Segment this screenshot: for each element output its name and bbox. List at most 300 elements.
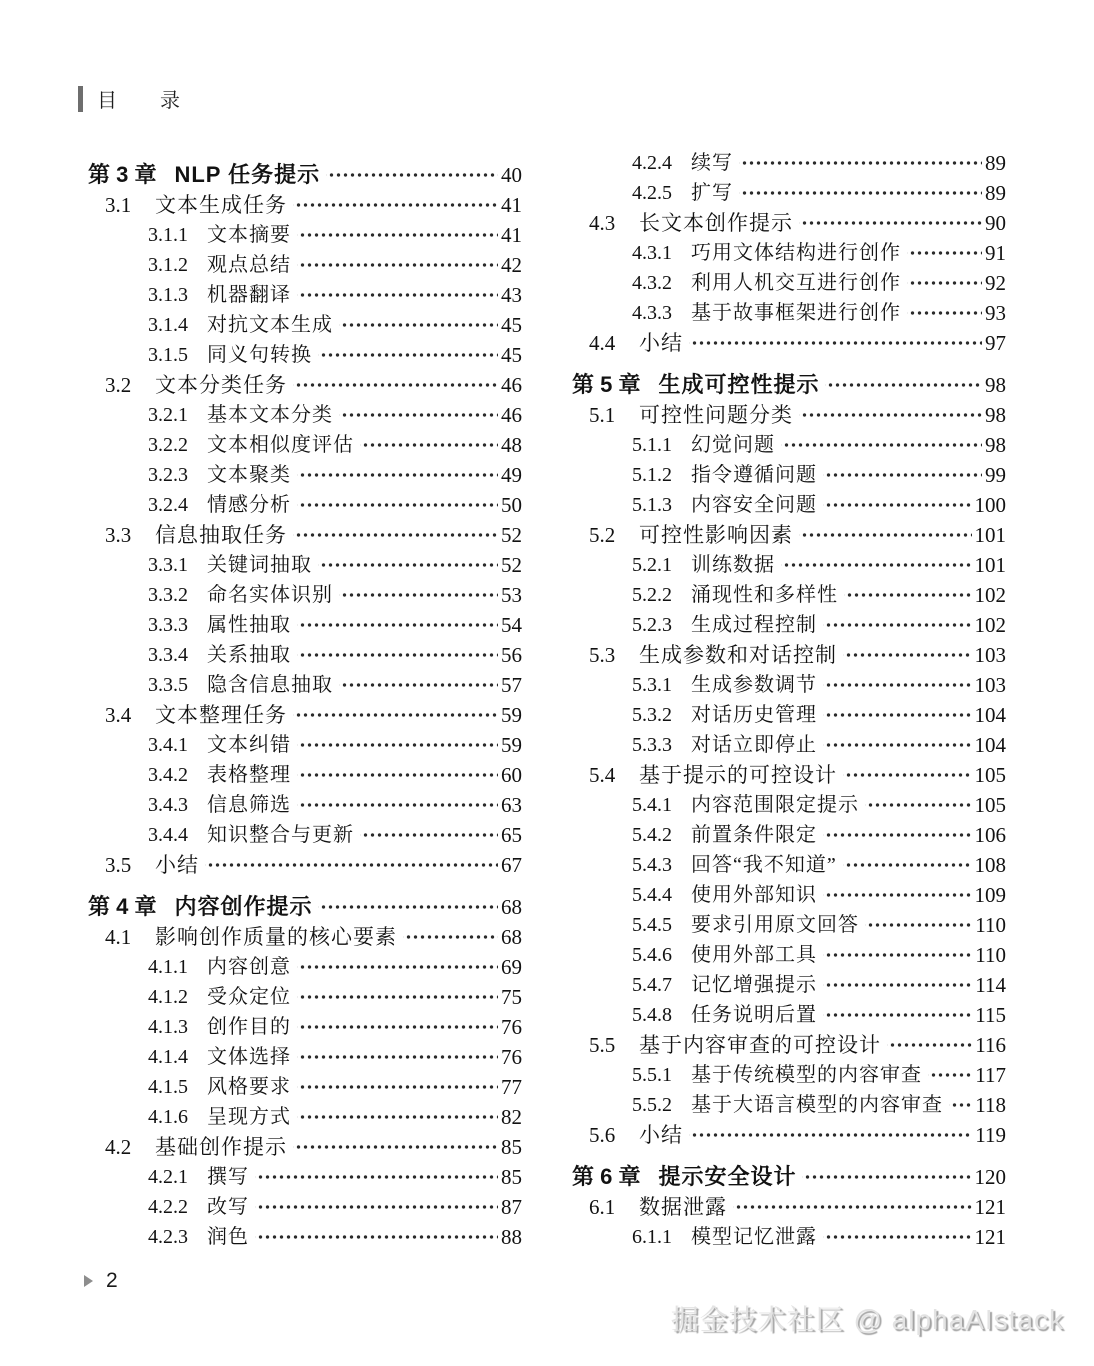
dot-leader xyxy=(318,892,498,922)
toc-row xyxy=(572,178,1006,208)
dot-leader xyxy=(255,1162,498,1192)
dot-leader xyxy=(293,370,498,400)
entry-page-number: 109 xyxy=(974,883,1006,907)
entry-number: 3.3.2 xyxy=(148,584,188,606)
entry-page-number: 98 xyxy=(985,373,1006,397)
entry-number: 5.3.2 xyxy=(632,704,672,726)
entry-page-number: 108 xyxy=(974,853,1006,877)
entry-title: 对话立即停止 xyxy=(691,734,817,756)
dot-leader xyxy=(360,430,498,460)
entry-title: 长文本创作提示 xyxy=(639,211,793,235)
entry-title: 任务说明后置 xyxy=(691,1004,817,1026)
toc-row xyxy=(88,370,522,400)
entry-number: 5.5 xyxy=(589,1033,616,1057)
entry-title: 使用外部工具 xyxy=(691,944,817,966)
entry-number: 4.3.3 xyxy=(632,302,672,324)
dot-leader xyxy=(823,700,972,730)
dot-leader xyxy=(823,730,972,760)
toc-row xyxy=(572,760,1006,790)
toc-row xyxy=(88,922,522,952)
entry-page-number: 118 xyxy=(975,1093,1006,1117)
entry-title: 基本文本分类 xyxy=(207,404,333,426)
entry-page-number: 43 xyxy=(501,283,522,307)
entry-title: 文本纠错 xyxy=(207,734,291,756)
entry-title: 创作目的 xyxy=(207,1016,291,1038)
entry-title: 基于内容审查的可控设计 xyxy=(639,1033,881,1057)
entry-page-number: 85 xyxy=(501,1135,522,1159)
toc-row xyxy=(572,730,1006,760)
entry-number: 4.4 xyxy=(589,331,616,355)
entry-page-number: 46 xyxy=(501,403,522,427)
triangle-icon xyxy=(84,1275,93,1287)
toc-row xyxy=(88,280,522,310)
entry-title: 提示安全设计 xyxy=(658,1164,797,1189)
dot-leader xyxy=(297,610,498,640)
entry-title: 文本生成任务 xyxy=(155,193,287,217)
toc-row xyxy=(572,850,1006,880)
toc-row xyxy=(88,610,522,640)
entry-title: 基于大语言模型的内容审查 xyxy=(691,1094,943,1116)
entry-title: 基于传统模型的内容审查 xyxy=(691,1064,922,1086)
entry-page-number: 60 xyxy=(501,763,522,787)
entry-page-number: 91 xyxy=(985,241,1006,265)
dot-leader xyxy=(781,550,972,580)
entry-number: 5.4.1 xyxy=(632,794,672,816)
entry-title: 利用人机交互进行创作 xyxy=(691,272,901,294)
entry-page-number: 57 xyxy=(501,673,522,697)
entry-title: 信息抽取任务 xyxy=(155,523,287,547)
toc-row xyxy=(572,700,1006,730)
toc-row xyxy=(572,610,1006,640)
entry-page-number: 50 xyxy=(501,493,522,517)
toc-row xyxy=(88,790,522,820)
entry-page-number: 119 xyxy=(975,1123,1006,1147)
entry-page-number: 114 xyxy=(975,973,1006,997)
toc-row xyxy=(88,430,522,460)
entry-title: 基于提示的可控设计 xyxy=(639,763,837,787)
entry-title: 小结 xyxy=(639,1123,683,1147)
dot-leader xyxy=(297,982,498,1012)
entry-title: 隐含信息抽取 xyxy=(207,674,333,696)
dot-leader xyxy=(823,1222,972,1252)
entry-number: 5.2 xyxy=(589,523,616,547)
entry-number: 3.1.2 xyxy=(148,254,188,276)
toc-row xyxy=(572,298,1006,328)
toc-row xyxy=(572,328,1006,358)
toc-row xyxy=(88,250,522,280)
entry-number: 4.2.2 xyxy=(148,1196,188,1218)
entry-number: 4.1.2 xyxy=(148,986,188,1008)
entry-page-number: 88 xyxy=(501,1225,522,1249)
dot-leader xyxy=(297,640,498,670)
toc-row xyxy=(572,148,1006,178)
toc-row xyxy=(88,490,522,520)
toc-row xyxy=(572,790,1006,820)
entry-number: 5.6 xyxy=(589,1123,616,1147)
entry-page-number: 85 xyxy=(501,1165,522,1189)
toc-row xyxy=(572,880,1006,910)
entry-page-number: 89 xyxy=(985,181,1006,205)
entry-page-number: 49 xyxy=(501,463,522,487)
entry-page-number: 104 xyxy=(974,703,1006,727)
entry-page-number: 45 xyxy=(501,343,522,367)
dot-leader xyxy=(339,400,498,430)
entry-title: 改写 xyxy=(207,1196,249,1218)
entry-number: 4.1.4 xyxy=(148,1046,188,1068)
toc-row xyxy=(572,1030,1006,1060)
footer-page-number: 2 xyxy=(106,1269,118,1292)
entry-page-number: 92 xyxy=(985,271,1006,295)
entry-title: 指令遵循问题 xyxy=(691,464,817,486)
entry-number: 4.2.3 xyxy=(148,1226,188,1248)
entry-number: 4.1.1 xyxy=(148,956,188,978)
entry-title: 基础创作提示 xyxy=(155,1135,287,1159)
entry-page-number: 68 xyxy=(501,925,522,949)
dot-leader xyxy=(293,190,498,220)
dot-leader xyxy=(293,700,498,730)
entry-number: 第 6 章 xyxy=(572,1164,641,1189)
entry-title: 影响创作质量的核心要素 xyxy=(155,925,397,949)
toc-row xyxy=(572,970,1006,1000)
dot-leader xyxy=(339,310,498,340)
dot-leader xyxy=(823,490,972,520)
entry-number: 3.4.1 xyxy=(148,734,188,756)
entry-title: 回答“我不知道” xyxy=(691,854,837,876)
toc-row xyxy=(88,340,522,370)
entry-page-number: 89 xyxy=(985,151,1006,175)
entry-title: 撰写 xyxy=(207,1166,249,1188)
entry-number: 5.4 xyxy=(589,763,616,787)
entry-title: 润色 xyxy=(207,1226,249,1248)
toc-row xyxy=(572,580,1006,610)
header-accent-bar xyxy=(78,86,83,112)
toc-row xyxy=(88,1042,522,1072)
entry-page-number: 102 xyxy=(974,583,1006,607)
toc-row xyxy=(88,850,522,880)
entry-number: 5.1.1 xyxy=(632,434,672,456)
entry-title: 模型记忆泄露 xyxy=(691,1226,817,1248)
dot-leader xyxy=(823,970,972,1000)
entry-title: 信息筛选 xyxy=(207,794,291,816)
entry-title: 属性抽取 xyxy=(207,614,291,636)
entry-page-number: 102 xyxy=(974,613,1006,637)
dot-leader xyxy=(297,790,498,820)
dot-leader xyxy=(689,328,982,358)
dot-leader xyxy=(326,160,498,190)
dot-leader xyxy=(297,1042,498,1072)
entry-number: 3.1.4 xyxy=(148,314,188,336)
entry-page-number: 103 xyxy=(974,673,1006,697)
toc-row xyxy=(572,1120,1006,1150)
entry-page-number: 52 xyxy=(501,553,522,577)
entry-number: 4.3 xyxy=(589,211,616,235)
dot-leader xyxy=(865,910,972,940)
entry-number: 3.3.1 xyxy=(148,554,188,576)
toc-row xyxy=(572,1192,1006,1222)
entry-title: 训练数据 xyxy=(691,554,775,576)
entry-number: 5.4.2 xyxy=(632,824,672,846)
toc-row xyxy=(572,238,1006,268)
toc-column-left xyxy=(88,148,522,1252)
toc-row xyxy=(572,670,1006,700)
entry-page-number: 115 xyxy=(975,1003,1006,1027)
entry-number: 5.2.1 xyxy=(632,554,672,576)
entry-page-number: 76 xyxy=(501,1045,522,1069)
dot-leader xyxy=(739,178,982,208)
entry-number: 3.3.3 xyxy=(148,614,188,636)
entry-title: 扩写 xyxy=(691,182,733,204)
watermark: 掘金技术社区 @ alphaAIstack xyxy=(670,1304,1064,1335)
entry-title: 记忆增强提示 xyxy=(691,974,817,996)
entry-number: 4.1 xyxy=(105,925,132,949)
entry-number: 5.1.3 xyxy=(632,494,672,516)
dot-leader xyxy=(928,1060,972,1090)
entry-title: 对话历史管理 xyxy=(691,704,817,726)
toc-row xyxy=(88,460,522,490)
entry-title: 内容范围限定提示 xyxy=(691,794,859,816)
entry-number: 3.2.3 xyxy=(148,464,188,486)
dot-leader xyxy=(823,460,982,490)
entry-page-number: 59 xyxy=(501,733,522,757)
entry-title: 生成可控性提示 xyxy=(658,372,820,397)
entry-number: 5.1 xyxy=(589,403,616,427)
dot-leader xyxy=(297,952,498,982)
entry-number: 4.2 xyxy=(105,1135,132,1159)
toc-row xyxy=(88,550,522,580)
entry-number: 5.4.8 xyxy=(632,1004,672,1026)
entry-title: 表格整理 xyxy=(207,764,291,786)
dot-leader xyxy=(297,280,498,310)
entry-number: 3.1 xyxy=(105,193,132,217)
entry-page-number: 98 xyxy=(985,403,1006,427)
entry-number: 3.3.4 xyxy=(148,644,188,666)
entry-number: 5.3.3 xyxy=(632,734,672,756)
entry-title: 文本分类任务 xyxy=(155,373,287,397)
toc-row xyxy=(88,520,522,550)
dot-leader xyxy=(318,550,498,580)
toc-row xyxy=(88,892,522,922)
entry-number: 3.2.4 xyxy=(148,494,188,516)
entry-number: 5.3.1 xyxy=(632,674,672,696)
entry-number: 5.4.4 xyxy=(632,884,672,906)
entry-page-number: 75 xyxy=(501,985,522,1009)
entry-title: 涌现性和多样性 xyxy=(691,584,838,606)
entry-page-number: 48 xyxy=(501,433,522,457)
entry-title: 机器翻译 xyxy=(207,284,291,306)
entry-number: 5.2.3 xyxy=(632,614,672,636)
entry-number: 4.2.1 xyxy=(148,1166,188,1188)
entry-number: 3.3.5 xyxy=(148,674,188,696)
entry-title: 观点总结 xyxy=(207,254,291,276)
toc-row xyxy=(88,1222,522,1252)
entry-number: 3.2 xyxy=(105,373,132,397)
toc-row xyxy=(88,730,522,760)
entry-title: 小结 xyxy=(639,331,683,355)
entry-number: 4.1.6 xyxy=(148,1106,188,1128)
toc-row xyxy=(572,490,1006,520)
dot-leader xyxy=(823,880,972,910)
dot-leader xyxy=(823,820,972,850)
entry-title: 巧用文体结构进行创作 xyxy=(691,242,901,264)
entry-title: 风格要求 xyxy=(207,1076,291,1098)
dot-leader xyxy=(297,490,498,520)
page-header xyxy=(78,84,181,113)
toc-row xyxy=(572,430,1006,460)
dot-leader xyxy=(843,760,972,790)
entry-page-number: 82 xyxy=(501,1105,522,1129)
entry-page-number: 116 xyxy=(975,1033,1006,1057)
dot-leader xyxy=(949,1090,972,1120)
dot-leader xyxy=(823,670,972,700)
dot-leader xyxy=(297,1012,498,1042)
dot-leader xyxy=(339,580,498,610)
entry-page-number: 76 xyxy=(501,1015,522,1039)
dot-leader xyxy=(799,400,982,430)
dot-leader xyxy=(255,1192,498,1222)
toc-row xyxy=(572,1222,1006,1252)
toc-row xyxy=(572,550,1006,580)
dot-leader xyxy=(823,1000,972,1030)
entry-number: 5.4.3 xyxy=(632,854,672,876)
toc-row xyxy=(88,1162,522,1192)
entry-page-number: 104 xyxy=(974,733,1006,757)
toc-row xyxy=(572,208,1006,238)
entry-page-number: 52 xyxy=(501,523,522,547)
entry-number: 5.4.7 xyxy=(632,974,672,996)
entry-title: 情感分析 xyxy=(207,494,291,516)
dot-leader xyxy=(781,430,982,460)
entry-title: 数据泄露 xyxy=(639,1195,727,1219)
dot-leader xyxy=(825,370,982,400)
entry-number: 3.3 xyxy=(105,523,132,547)
page-title: 目 录 xyxy=(97,90,181,112)
dot-leader xyxy=(297,1072,498,1102)
toc-row xyxy=(88,1012,522,1042)
entry-title: 受众定位 xyxy=(207,986,291,1008)
dot-leader xyxy=(733,1192,972,1222)
dot-leader xyxy=(297,220,498,250)
dot-leader xyxy=(907,268,982,298)
toc-row xyxy=(572,820,1006,850)
entry-number: 3.4.2 xyxy=(148,764,188,786)
toc-row xyxy=(88,670,522,700)
entry-title: 内容创作提示 xyxy=(174,894,313,919)
toc-row xyxy=(572,940,1006,970)
entry-number: 3.1.3 xyxy=(148,284,188,306)
entry-title: 生成过程控制 xyxy=(691,614,817,636)
entry-page-number: 106 xyxy=(974,823,1006,847)
entry-page-number: 67 xyxy=(501,853,522,877)
entry-page-number: 63 xyxy=(501,793,522,817)
dot-leader xyxy=(360,820,498,850)
entry-page-number: 56 xyxy=(501,643,522,667)
entry-page-number: 40 xyxy=(501,163,522,187)
entry-title: 呈现方式 xyxy=(207,1106,291,1128)
toc-row xyxy=(88,1102,522,1132)
entry-page-number: 59 xyxy=(501,703,522,727)
entry-number: 4.2.4 xyxy=(632,152,672,174)
dot-leader xyxy=(403,922,498,952)
entry-page-number: 121 xyxy=(974,1195,1006,1219)
entry-page-number: 110 xyxy=(975,913,1006,937)
entry-title: 要求引用原文回答 xyxy=(691,914,859,936)
entry-title: 知识整合与更新 xyxy=(207,824,354,846)
toc-row xyxy=(572,460,1006,490)
entry-number: 4.1.3 xyxy=(148,1016,188,1038)
entry-title: 文本聚类 xyxy=(207,464,291,486)
page-footer xyxy=(84,1266,118,1296)
entry-page-number: 53 xyxy=(501,583,522,607)
dot-leader xyxy=(799,520,972,550)
toc-row xyxy=(88,820,522,850)
toc-row xyxy=(88,760,522,790)
toc-row xyxy=(88,640,522,670)
dot-leader xyxy=(799,208,982,238)
dot-leader xyxy=(297,730,498,760)
entry-title: 对抗文本生成 xyxy=(207,314,333,336)
dot-leader xyxy=(823,940,972,970)
entry-page-number: 69 xyxy=(501,955,522,979)
entry-number: 3.1.1 xyxy=(148,224,188,246)
toc-row xyxy=(572,268,1006,298)
dot-leader xyxy=(865,790,972,820)
entry-title: 内容创意 xyxy=(207,956,291,978)
dot-leader xyxy=(689,1120,972,1150)
dot-leader xyxy=(739,148,982,178)
entry-number: 5.3 xyxy=(589,643,616,667)
entry-number: 4.1.5 xyxy=(148,1076,188,1098)
entry-number: 3.4 xyxy=(105,703,132,727)
dot-leader xyxy=(297,760,498,790)
toc-row xyxy=(88,1072,522,1102)
entry-page-number: 90 xyxy=(985,211,1006,235)
entry-number: 6.1.1 xyxy=(632,1226,672,1248)
entry-page-number: 103 xyxy=(974,643,1006,667)
entry-number: 3.2.2 xyxy=(148,434,188,456)
entry-page-number: 120 xyxy=(974,1165,1006,1189)
entry-title: 内容安全问题 xyxy=(691,494,817,516)
entry-title: 基于故事框架进行创作 xyxy=(691,302,901,324)
entry-page-number: 121 xyxy=(974,1225,1006,1249)
dot-leader xyxy=(339,670,498,700)
dot-leader xyxy=(843,640,972,670)
entry-page-number: 54 xyxy=(501,613,522,637)
entry-page-number: 45 xyxy=(501,313,522,337)
entry-title: 命名实体识别 xyxy=(207,584,333,606)
entry-page-number: 87 xyxy=(501,1195,522,1219)
toc-row xyxy=(572,520,1006,550)
dot-leader xyxy=(255,1222,498,1252)
dot-leader xyxy=(297,1102,498,1132)
entry-page-number: 68 xyxy=(501,895,522,919)
dot-leader xyxy=(907,298,982,328)
entry-page-number: 42 xyxy=(501,253,522,277)
entry-number: 4.3.1 xyxy=(632,242,672,264)
entry-title: 文本整理任务 xyxy=(155,703,287,727)
entry-page-number: 77 xyxy=(501,1075,522,1099)
entry-page-number: 110 xyxy=(975,943,1006,967)
dot-leader xyxy=(205,850,498,880)
entry-page-number: 101 xyxy=(974,523,1006,547)
entry-page-number: 97 xyxy=(985,331,1006,355)
entry-title: 可控性影响因素 xyxy=(639,523,793,547)
toc-row xyxy=(88,580,522,610)
entry-number: 5.4.6 xyxy=(632,944,672,966)
entry-page-number: 105 xyxy=(974,793,1006,817)
entry-page-number: 100 xyxy=(974,493,1006,517)
entry-number: 3.2.1 xyxy=(148,404,188,426)
entry-title: 续写 xyxy=(691,152,733,174)
